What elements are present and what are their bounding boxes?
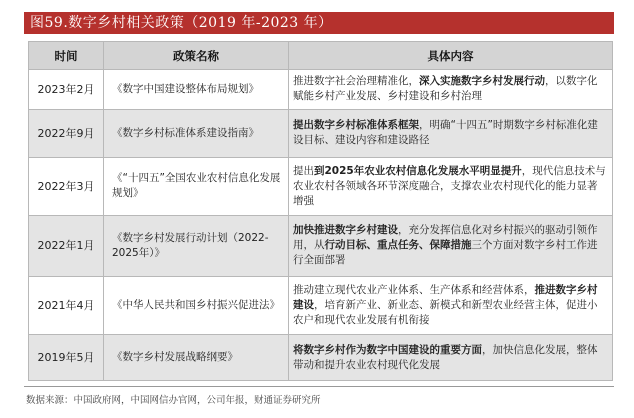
cell-date: 2022年1月	[29, 216, 104, 277]
content-emphasis: 将数字乡村作为数字中国建设的重要方面	[293, 343, 482, 356]
content-text: ，现代信息技术与农业农村各领域各环节深度融合，支撑农业农村现代化的能力显著增强	[293, 164, 606, 207]
source-note: 数据来源：中国政府网，中国网信办官网，公司年报，财通证券研究所	[26, 395, 321, 406]
cell-date: 2022年9月	[29, 109, 104, 157]
table-header-row	[29, 42, 613, 70]
content-text: ，充分发挥信息化对乡村振兴的驱动引领作用，从	[293, 224, 598, 252]
table-row	[29, 335, 613, 381]
content-text: ，以数字化赋能乡村产业发展、乡村建设和乡村治理	[293, 75, 598, 103]
cell-date: 2022年3月	[29, 157, 104, 215]
cell-content	[289, 157, 613, 215]
cell-policy-name: 《数字中国建设整体布局规划》	[104, 70, 289, 110]
content-text: 推进数字社会治理精准化，	[293, 75, 419, 88]
cell-policy-name: 《数字乡村发展行动计划（2022-2025年）》	[104, 216, 289, 277]
cell-date: 2023年2月	[29, 70, 104, 110]
header-content: 具体内容	[289, 42, 613, 70]
content-text: 提出	[293, 164, 314, 177]
footer-divider	[24, 386, 614, 387]
content-emphasis: 推进数字乡村建设	[293, 283, 598, 311]
cell-policy-name: 《数字乡村发展战略纲要》	[104, 335, 289, 381]
policy-table-container	[28, 41, 612, 381]
cell-content	[289, 70, 613, 110]
cell-content	[289, 109, 613, 157]
content-text: ，培育新产业、新业态、新模式和新型农业经营主体，促进小农户和现代农业发展有机衔接	[293, 298, 598, 326]
table-row	[29, 109, 613, 157]
header-date: 时间	[29, 42, 104, 70]
table-row	[29, 216, 613, 277]
content-text: ，加快信息化发展，整体带动和提升农业农村现代化发展	[293, 343, 598, 371]
content-emphasis: 到2025年农业农村信息化发展水平明显提升	[314, 164, 522, 177]
table-row	[29, 157, 613, 215]
content-text: ，明确“十四五”时期数字乡村标准化建设目标、建设内容和建设路径	[293, 119, 598, 147]
content-emphasis: 深入实施数字乡村发展行动	[419, 75, 545, 88]
cell-policy-name: 《“十四五”全国农业农村信息化发展规划》	[104, 157, 289, 215]
table-row	[29, 276, 613, 334]
content-emphasis: 行动目标、重点任务、保障措施	[324, 239, 472, 252]
figure-title: 图59.数字乡村相关政策（2019 年-2023 年）	[24, 12, 614, 34]
policy-table	[28, 41, 613, 381]
cell-content	[289, 216, 613, 277]
content-text: 三个方面对数字乡村工作进行全面部署	[293, 239, 598, 267]
table-body	[29, 70, 613, 381]
content-emphasis: 提出数字乡村标准体系框架	[293, 119, 419, 132]
cell-content	[289, 335, 613, 381]
cell-date: 2019年5月	[29, 335, 104, 381]
cell-content	[289, 276, 613, 334]
cell-date: 2021年4月	[29, 276, 104, 334]
cell-policy-name: 《中华人民共和国乡村振兴促进法》	[104, 276, 289, 334]
content-text: 推动建立现代农业产业体系、生产体系和经营体系，	[293, 283, 535, 296]
table-row	[29, 70, 613, 110]
cell-policy-name: 《数字乡村标准体系建设指南》	[104, 109, 289, 157]
content-emphasis: 加快推进数字乡村建设	[293, 224, 398, 237]
header-policy-name: 政策名称	[104, 42, 289, 70]
